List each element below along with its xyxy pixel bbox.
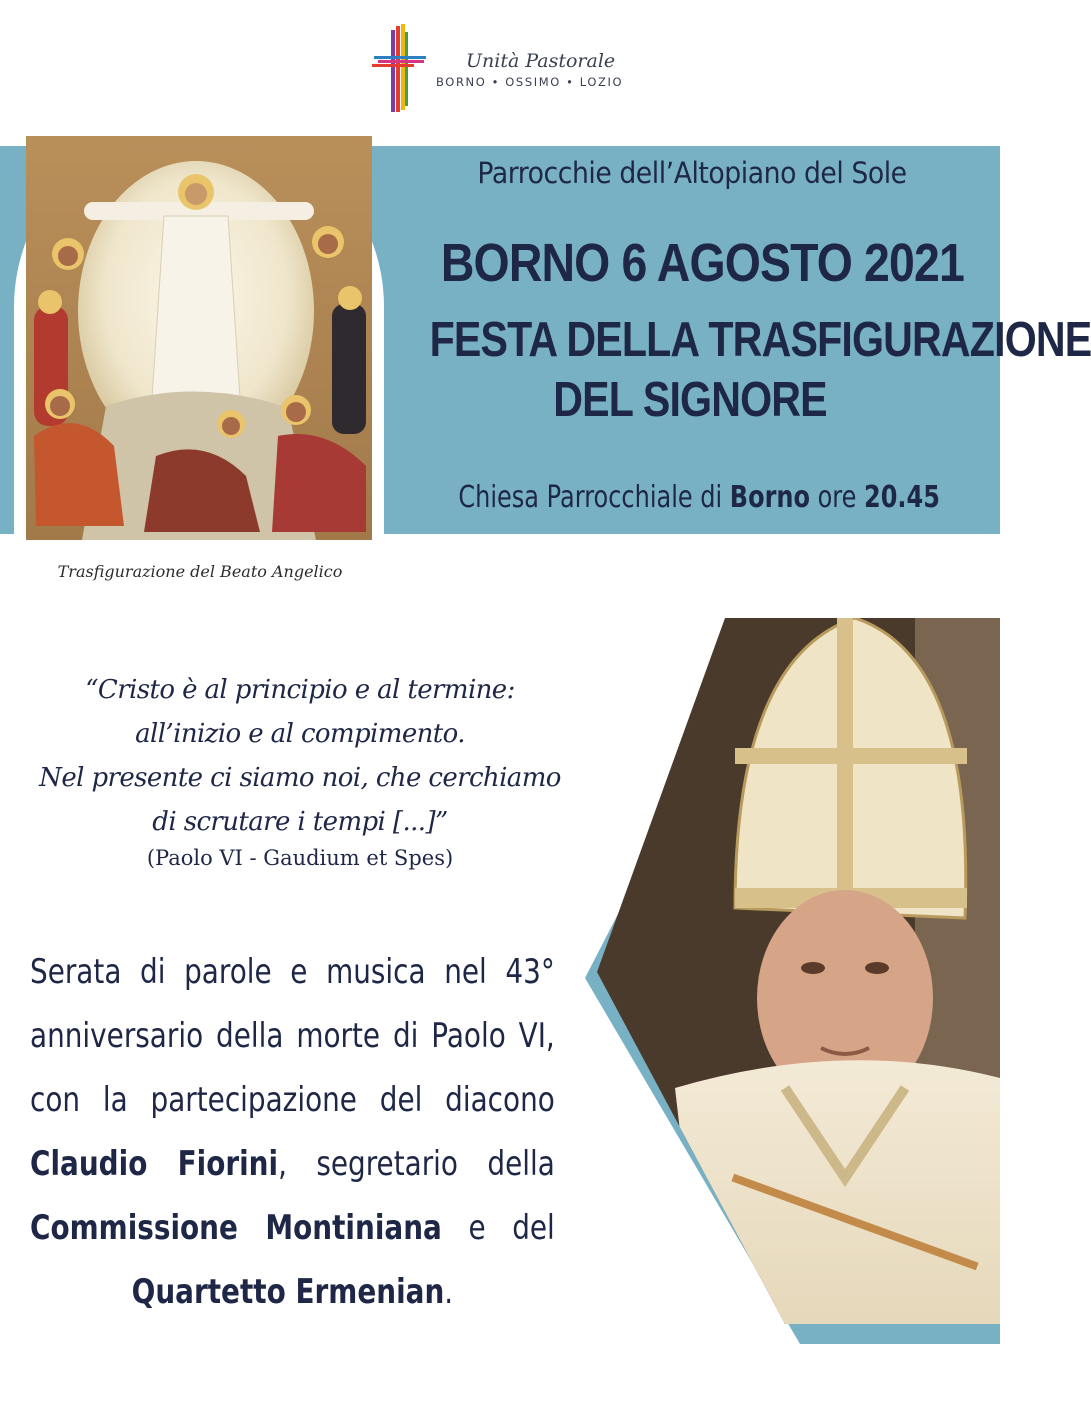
logo-subtitle: BORNO • OSSIMO • LOZIO: [436, 75, 624, 89]
quote-line-2: all’inizio e al compimento.: [135, 719, 465, 749]
event-time: 20.45: [864, 480, 940, 515]
quote-source: (Paolo VI - Gaudium et Spes): [146, 846, 454, 870]
venue-prefix: Chiesa Parrocchiale di: [458, 480, 730, 515]
description-text-2: , segretario della: [278, 1144, 555, 1184]
quote-line-3: Nel presente ci siamo noi, che cerchiamo: [39, 763, 561, 793]
fresco-caption: Trasfigurazione del Beato Angelico: [57, 562, 343, 581]
commission-name: Commissione Montiniana: [30, 1208, 442, 1248]
quote-line-4: di scrutare i tempi [...]”: [152, 807, 448, 837]
event-description: [30, 940, 554, 1324]
parishes-heading: Parrocchie dell’Altopiano del Sole: [477, 156, 907, 190]
deacon-name: Claudio Fiorini: [30, 1144, 279, 1184]
logo-title: Unità Pastorale: [466, 50, 616, 72]
description-text-3: e del: [441, 1208, 555, 1248]
cross-icon: [370, 22, 430, 114]
quartet-name: Quartetto Ermenian: [131, 1272, 445, 1312]
venue-place: Borno: [729, 480, 810, 515]
quote-line-1: “Cristo è al principio e al termine:: [85, 675, 515, 705]
venue-time: [458, 480, 940, 515]
venue-mid: ore: [809, 480, 865, 515]
event-title: [429, 310, 1091, 430]
description-text-4: .: [444, 1272, 454, 1312]
transfiguration-fresco-image: [26, 136, 372, 540]
event-title-line-1: FESTA DELLA TRASFIGURAZIONE: [429, 313, 1091, 367]
unita-pastorale-logo: [370, 22, 640, 114]
description-text-1: Serata di parole e musica nel 43° anniversario della morte di Paolo VI, con la partecipazione del diacono: [30, 952, 555, 1120]
event-title-line-2: DEL SIGNORE: [553, 373, 827, 427]
paolo-vi-portrait-image: [585, 618, 1000, 1348]
event-date-heading: BORNO 6 AGOSTO 2021: [440, 233, 964, 293]
quote: [20, 668, 580, 844]
